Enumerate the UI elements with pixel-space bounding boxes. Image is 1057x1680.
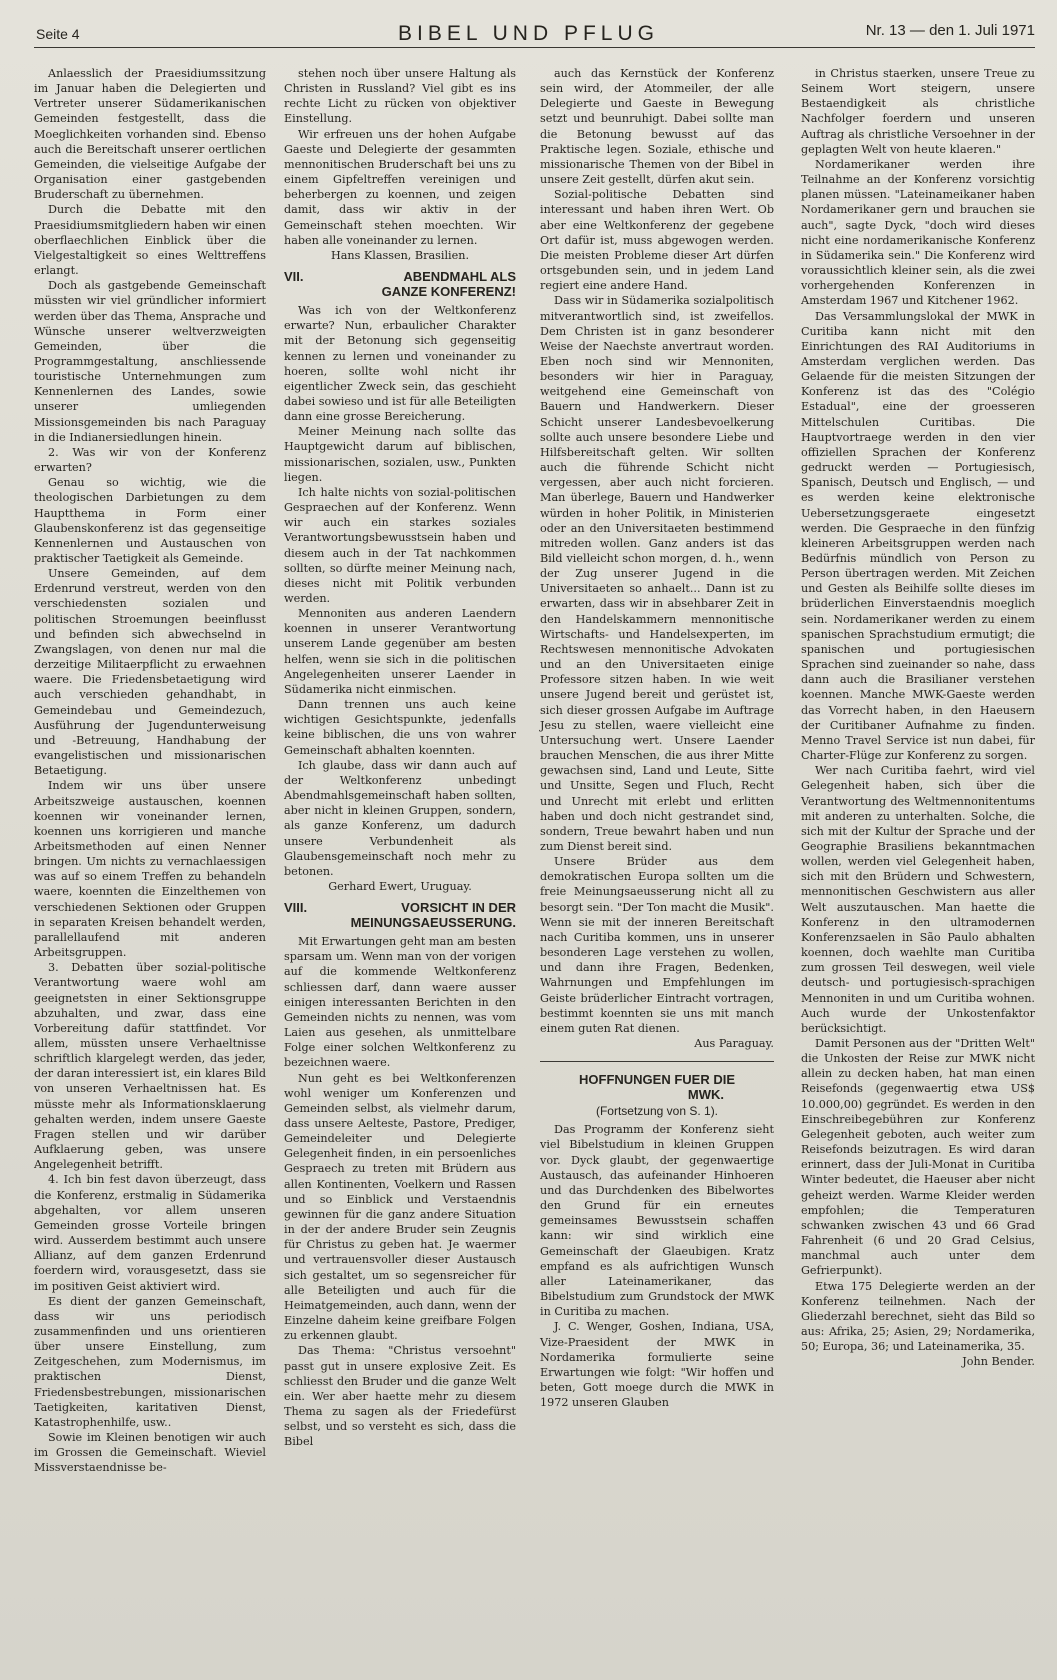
paragraph: Sowie im Kleinen benotigen wir auch im Grossen die Gemeinschaft. Wieviel Missverstaendnisse be- bbox=[34, 1431, 266, 1475]
paragraph: Nordamerikaner werden ihre Teilnahme an der Konferenz vorsichtig planen müssen. "Lateinameikaner haben Nordamerikaner gern und brauchen sie auch", sagte Dyck, "doch wird dieses nicht eine nordamerikanische Konferenz in Südamerika sein." Die Konferenz wird voraussichtlich kleiner sein, als die zwei vorhergehenden Konferenzen in Amsterdam 1967 und Kitchener 1962. bbox=[801, 157, 1035, 308]
paragraph: Das Versammlungslokal der MWK in Curitiba kann nicht mit den Einrichtungen des RAI Auditoriums in Amsterdam verglichen werden. Das Gelaende für die meisten Sitzungen der Konferenz ist das des "Colégio Estadual", eine der groesseren Mittelschulen Curitibas. Die Hauptvortraege werden in den vier offiziellen Sprachen der Konferenz gedruckt werden — Portugiesisch, Spanisch, Deutsch und Englisch, — und es werden keine elektronische Uebersetzungsgeraete eingesetzt werden. Die Gespraeche in den fünfzig kleineren Arbeitsgruppen werden nach Bedürfnis mündlich von Person zu Person übertragen werden. Mit Zeichen und Gesten als Beihilfe sollte dieses im brüderlichen Einverstaendnis moeglich sein. Nordamerikaner werden zu einem spanischen Sprachstudium ermutigt; die spanischen und portugiesischen Sprachen sind zueinander so nahe, dass dann auch die Brasilianer verstehen koennen. Manche MWK-Gaeste werden das Vorrecht haben, in den Haeusern der Curitibaner Aufnahme zu finden. Menno Travel Service ist nun dabei, für Charter-Flüge zur Konferenz zu sorgen. bbox=[801, 309, 1035, 763]
author-signature: Hans Klassen, Brasilien. bbox=[330, 248, 470, 262]
column-1 bbox=[34, 66, 266, 1476]
paragraph: Anlaesslich der Praesidiumssitzung im Januar haben die Delegierten und Vertreter unserer Südamerikanischen Gemeinden festgestellt, dass die Moeglichkeiten vorhanden sind. Ebenso auch die Bereitschaft unserer oertlichen Gemeinden, die vielseitige Aufgabe der Organisation einer gastgebenden Bruderschaft zu übernehmen. bbox=[34, 67, 266, 202]
paragraph: Etwa 175 Delegierte werden an der Konferenz teilnehmen. Nach der Gliederzahl berechnet, sieht das Bild so aus: Afrika, 25; Asien, 29; Nordamerika, 50; Europa, 36; und Lateinamerika, 35. bbox=[801, 1279, 1035, 1354]
section-title-line: MEINUNGSAEUSSERUNG. bbox=[350, 915, 516, 931]
paragraph: 2. Was wir von der Konferenz erwarten? bbox=[34, 445, 266, 475]
section-title-line: ABENDMAHL ALS bbox=[403, 269, 516, 285]
paragraph: Das Thema: "Christus versoehnt" passt gut in unsere explosive Zeit. Es schliesst den Bruder und die ganze Welt ein. Wer aber haette mehr zu diesem Thema zu sagen als der Friedefürst selbst, und so versteht es sich, dass die Bibel bbox=[284, 1344, 516, 1449]
column-3 bbox=[540, 66, 774, 1410]
paragraph: Dann trennen uns auch keine wichtigen Gesichtspunkte, jedenfalls keine biblischen, die uns von wahrer Gemeinschaft abhalten koennten. bbox=[284, 698, 516, 757]
continuation-note: (Fortsetzung von S. 1). bbox=[595, 1104, 719, 1119]
paragraph: Mit Erwartungen geht man am besten sparsam um. Wenn man von der vorigen auf die kommende Weltkonferenz schliessen darf, dann waere ausser einigen interessanten Berichten in den Gemeinden nichts zu nennen, was vom Laien aus gesehen, als unmittelbare Folge einer solchen Weltkonferenz zu bezeichnen waere. bbox=[284, 935, 516, 1070]
masthead-rule bbox=[34, 47, 1035, 48]
column-4 bbox=[801, 66, 1035, 1369]
article-title-line: MWK. bbox=[687, 1087, 724, 1103]
paragraph: Wer nach Curitiba faehrt, wird viel Gelegenheit haben, sich über die Verantwortung des Weltmennonitentums mit anderen zu unterhalten. Solche, die sich mit der Kultur der Sprache und der Geographie Brasiliens bekanntmachen wollen, werden viel Gelegenheit haben, sich mit den Brüdern und Schwestern, mennonitischen Geschwistern aus aller Welt auszutauschen. Man haette die Konferenz in den ultramodernen Konferenzsaelen in São Paulo abhalten koennen, doch waehlte man Curitiba zum grossen Teil deswegen, weil viele deutsch- und portugiesisch-sprachigen Mennoniten in und um Curitiba wohnen. Auch wurde der Unkostenfaktor berücksichtigt. bbox=[801, 764, 1035, 1035]
paragraph: Was ich von der Weltkonferenz erwarte? Nun, erbaulicher Charakter mit der Betonung sich gegenseitig kennen zu lernen und voneinander zu hoeren, sollte wohl nicht ihr eigentlicher Zweck sein, das geschieht dabei sowieso und ist für alle Beteiligten dann eine grosse Bereicherung. bbox=[284, 304, 516, 424]
paragraph: Genau so wichtig, wie die theologischen Darbietungen zu dem Hauptthema in Form einer Glaubenskonferenz ist das gegenseitige Kennenlernen und Austauschen von praktischer Taetigkeit als Gemeinde. bbox=[34, 476, 266, 565]
paragraph: Dass wir in Südamerika sozialpolitisch mitverantwortlich sind, ist zweifellos. Dem Christen ist in ganz besonderer Weise der Naechste anvertraut worden. Eben noch sind wir Mennoniten, besonders wir hier in Paraguay, weitgehend eine Gemeinschaft von Bauern und Handwerkern. Dieser Schicht unserer Landesbevoelkerung sollte auch unsere besondere Liebe und Hilfsbereitschaft gelten. Wir sollten auch die führende Schicht nicht vergessen, aber auch nicht forcieren. Man überlege, Bauern und Handwerker würden in hoher Politik, in Ministerien oder an den Universitaeten bestimmend mitreden wollen. Ganz anders ist das Bild vielleicht schon morgen, d. h., wenn der Zug unserer Jugend in die Universitaeten so anhaelt... Dann ist zu erwarten, dass wir in absehbarer Zeit in den Handelskammern mennonitische Wirtschafts- und Handelsexperten, im Rechtswesen mennonitische Advokaten und an den Universitaeten einige Professore sitzen haben. In wie weit unsere Jugend bereit und gerüstet ist, sich dieser grossen Aufgabe im Auftrage Jesu zu stellen, waere vielleicht eine Untersuchung wert. Unsere Laender brauchen Menschen, die aus ihrer Mitte gewachsen sind, Land und Leute, Sitte und Unsitte, Segen und Fluch, Recht und Unrecht mit erlebt und erlitten haben und doch nicht gestrandet sind, sondern, Treue bewahrt haben und nun zum Dienst bereit sind. bbox=[540, 294, 774, 853]
paragraph: Ich halte nichts von sozial-politischen Gespraechen auf der Konferenz. Wenn wir auch ein starkes soziales Verantwortungsbewusstsein haben und diesem auch in der Tat nachkommen sollten, so dürfte meiner Meinung nach, dieses nicht mit Politik verbunden werden. bbox=[284, 485, 516, 605]
section-number: VII. bbox=[284, 269, 304, 285]
section-heading-vii bbox=[284, 269, 516, 299]
section-number: VIII. bbox=[284, 900, 308, 916]
paragraph: Ich glaube, dass wir dann auch auf der Weltkonferenz unbedingt Abendmahlsgemeinschaft haben sollten, aber nicht in kleinen Gruppen, sondern, als ganze Konferenz, um dadurch unsere Verbundenheit als Glaubensgemeinschaft noch mehr zu betonen. bbox=[284, 758, 516, 878]
paragraph: J. C. Wenger, Goshen, Indiana, USA, Vize-Praesident der MWK in Nordamerika formulierte seine Erwartungen wie folgt: "Wir hoffen und beten, Gott moege durch die MWK in 1972 unseren Glauben bbox=[540, 1320, 774, 1410]
paragraph: in Christus staerken, unsere Treue zu Seinem Wort steigern, unsere Bestaendigkeit als christliche Nachfolger foerdern und unseren Auftrag als christliche Versoehner in der geplagten Welt von heute klaeren." bbox=[801, 67, 1035, 156]
author-signature: Aus Paraguay. bbox=[694, 1037, 774, 1050]
newspaper-title: BIBEL UND PFLUG bbox=[398, 22, 659, 45]
paragraph: Sozial-politische Debatten sind interessant und haben ihren Wert. Ob aber eine Weltkonferenz der gegebene Ort dafür ist, muss abgewogen werden. Die meisten Probleme dieser Art dürfen ortsgebunden sein, und in jedem Land regiert eine andere Hand. bbox=[540, 188, 774, 293]
article-title-line: HOFFNUNGEN FUER DIE bbox=[579, 1072, 735, 1088]
column-2 bbox=[284, 66, 516, 1449]
paragraph: Mennoniten aus anderen Laendern koennen in unserer Verantwortung unserem Lande gegenüber am besten helfen, wenn sie sich in die politischen Angelegenheiten unserer Laender in Südamerika nicht einmischen. bbox=[284, 607, 516, 696]
paragraph: 4. Ich bin fest davon überzeugt, dass die Konferenz, erstmalig in Südamerika abgehalten, vor allem unseren Gemeinden grosse Vorteile bringen wird. Ausserdem bestimmt auch unsere Allianz, auf dem ganzen Erdenrund foerdern wird, vorausgesetzt, dass sie im positiven Geist aktiviert wird. bbox=[34, 1173, 266, 1293]
paragraph: Wir erfreuen uns der hohen Aufgabe Gaeste und Delegierte der gesammten mennonitischen Bruderschaft bei uns zu einem Gipfeltreffen vereinigen und beherbergen zu koennen, und zeigen damit, dass wir aktiv in der Gemeinschaft stehen moechten. Wir haben alle voneinander zu lernen. bbox=[284, 127, 516, 247]
page-number: Seite 4 bbox=[36, 26, 80, 42]
section-title-line: GANZE KONFERENZ! bbox=[381, 284, 516, 300]
masthead bbox=[0, 0, 1057, 60]
paragraph: Damit Personen aus der "Dritten Welt" die Unkosten der Reise zur MWK nicht allein zu decken haben, hat man einen Reisefonds (gegenwaertig etwa US$ 10.000,00) gegründet. Es werden in den Einschreibegebühren zur Konferenz Gelegenheit geboten, auch weiter zum Reisefonds beizutragen. Es wird daran erinnert, dass der Juli-Monat in Curitiba Winter bedeutet, die Haeuser aber nicht geheizt werden. Warme Kleider werden empfohlen; die Temperaturen schwanken zwischen 43 und 66 Grad Fahrenheit (6 und 20 Grad Celsius, manchmal auch unter dem Gefrierpunkt). bbox=[801, 1037, 1035, 1278]
article-title bbox=[540, 1072, 774, 1102]
author-signature: John Bender. bbox=[962, 1355, 1035, 1369]
paragraph: auch das Kernstück der Konferenz sein wird, der Atommeiler, der alle Delegierte und Gaeste in Bewegung setzt und beunruhigt. Dabei sollte man die Betonung bewusst auf das Praktische legen. Soziale, ethische und missionarische Themen von der Bibel in unsere Zeit gestellt, dürfen akut sein. bbox=[540, 67, 774, 187]
section-heading-viii bbox=[284, 900, 516, 930]
author-signature: Gerhard Ewert, Uruguay. bbox=[328, 879, 472, 893]
paragraph: Doch als gastgebende Gemeinschaft müssten wir viel gründlicher informiert werden über das Thema, Ansprache und Wünsche unserer weltverzweigten Gemeinden, über die Programmgestaltung, anschliessende touristische Unternehmungen zum Kennenlernen des Landes, sowie unserer umliegenden Missionsgemeinden bis nach Paraguay in die Indianersiedlungen hinein. bbox=[34, 279, 266, 444]
paragraph: Meiner Meinung nach sollte das Hauptgewicht darum auf biblischen, missionarischen, sozialen, usw., Punkten liegen. bbox=[284, 425, 516, 484]
section-title-line: VORSICHT IN DER bbox=[401, 900, 516, 916]
paragraph: Indem wir uns über unsere Arbeitszweige austauschen, koennen koennen wir voneinander lernen, koennen uns korrigieren und manche Arbeitsmethoden auf einen Nenner bringen. Um nichts zu vernachlaessigen was auf so einem Treffen zu behandeln waere, koennten die Einzelthemen von verschiedenen Sektionen oder Gruppen in separaten Kreisen behandelt werden, parallellaufend mit anderen Arbeitsgruppen. bbox=[34, 779, 266, 960]
paragraph: Unsere Brüder aus dem demokratischen Europa sollten um die freie Meinungsaeusserung nicht all zu besorgt sein. "Der Ton macht die Musik". Wenn sie mit der inneren Bereitschaft nach Curitiba kommen, uns in unserer besonderen Lage verstehen zu wollen, und dann ihre Fragen, Bedenken, Wahrnungen und Empfehlungen im Geiste brüderlicher Eintracht vortragen, bestimmt koennten sie uns mit manch einem guten Rat dienen. bbox=[540, 855, 774, 1035]
paragraph: Nun geht es bei Weltkonferenzen wohl weniger um Konferenzen und Gemeinden selbst, als vielmehr darum, dass unsere Aelteste, Pastore, Prediger, Gemeindeleiter und Delegierte Gelegenheit finden, in ein persoenliches Gespraech zu treten mit Brüdern aus allen Kontinenten, Voelkern und Rassen und so Einblick und Verstaendnis gewinnen für die ganz andere Situation in der der andere Bruder sein Zeugnis für Christus zu geben hat. Je waermer und vertrauensvoller dieser Austausch sich gestaltet, um so segensreicher für alle Beteiligten und auch für die Heimatgemeinden, auch dann, wenn der Einzelne daheim keine greifbare Folgen zu erkennen glaubt. bbox=[284, 1071, 516, 1343]
paragraph: 3. Debatten über sozial-politische Verantwortung waere wohl am geeignetsten in einer Sektionsgruppe abzuhalten, und zwar, dass eine Vorbereitung dafür stattfindet. Vor allem, müssten unsere Verhaeltnisse schriftlich klargelegt werden, das jeder, der daran interessiert ist, ein klares Bild von unseren Verhaeltnissen hat. Es müsste mehr als Informationsklaerung gehalten werden, indem unsere Gaeste Fragen stellen und wir darüber Aufklaerung geben, was unsere Angelegenheit betrifft. bbox=[34, 961, 266, 1172]
paragraph: Es dient der ganzen Gemeinschaft, dass wir uns periodisch zusammenfinden und uns orientieren über unsere Einstellung, zum Zeitgeschehen, zum Modernismus, im praktischen Dienst, Friedensbestrebungen, missionarischen Taetigkeiten, karitativen Dienst, Katastrophenhilfe, usw.. bbox=[34, 1294, 266, 1429]
paragraph: Unsere Gemeinden, auf dem Erdenrund verstreut, werden von den verschiedensten sozialen und politischen Stroemungen beeinflusst und befinden sich abwechselnd in Zwangslagen, von denen nur mal die derzeitige Militaerpflicht zu erwaehnen waere. Die Friedensbetaetigung wird auch verschieden gehandhabt, in Gemeindebau und Gemeindezuch, Ausführung der Jugendunterweisung und -Betreuung, Handhabung der evangelistischen und missionarischen Betaetigung. bbox=[34, 567, 266, 778]
article-divider bbox=[540, 1061, 774, 1062]
paragraph: Das Programm der Konferenz sieht viel Bibelstudium in kleinen Gruppen vor. Dyck glaubt, der gegenwaertige Austausch, das aufeinander Hinhoeren und das Durchdenken des Bibelwortes den Grund für ein erneutes gemeinsames Bewusstsein schaffen kann: wir sind wirklich eine Gemeinschaft der Glaeubigen. Kratz empfand es als aufrichtigen Wunsch aller Lateinamerikaner, das Bibelstudium zum Grundstock der MWK in Curitiba zu machen. bbox=[540, 1123, 774, 1319]
issue-date: Nr. 13 — den 1. Juli 1971 bbox=[865, 22, 1035, 39]
paragraph: Durch die Debatte mit den Praesidiumsmitgliedern haben wir einen oberflaechlichen Einblick über die Vielgestaltigkeit so eines Welttreffens erlangt. bbox=[34, 203, 266, 278]
paragraph: stehen noch über unsere Haltung als Christen in Russland? Viel gibt es ins rechte Licht zu rücken von objektiver Einstellung. bbox=[284, 67, 516, 126]
